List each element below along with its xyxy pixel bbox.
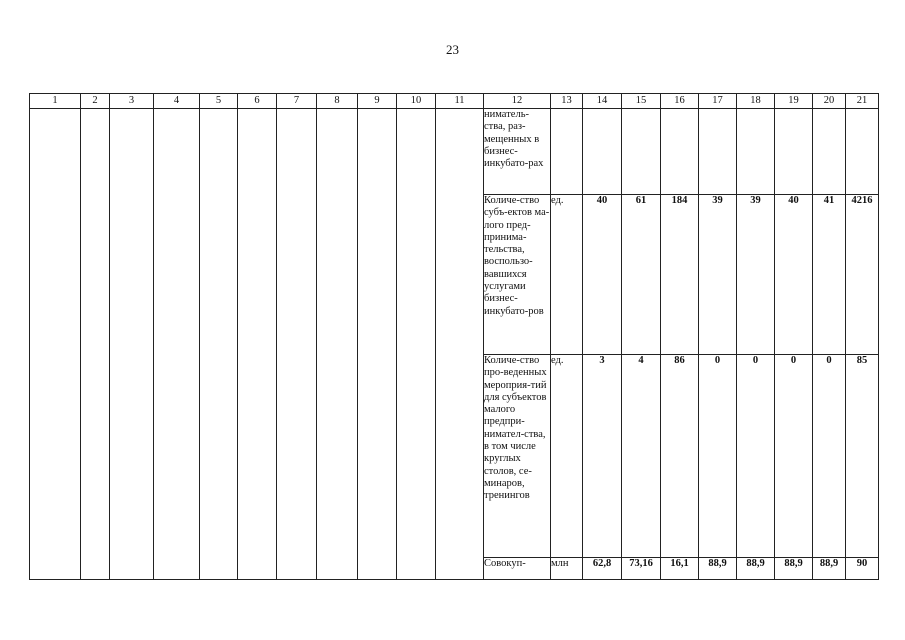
value-cell: 61 bbox=[622, 195, 661, 355]
value-cell bbox=[622, 109, 661, 195]
header-cell: 6 bbox=[238, 94, 277, 109]
indicator-cell: ниматель-ства, раз-мещенных в бизнес-инкубато-рах bbox=[484, 109, 551, 195]
value-cell: 88,9 bbox=[699, 558, 737, 580]
value-cell: 0 bbox=[737, 355, 775, 558]
header-cell: 4 bbox=[154, 94, 200, 109]
value-cell bbox=[775, 109, 813, 195]
value-cell: 0 bbox=[813, 355, 846, 558]
value-cell: 39 bbox=[737, 195, 775, 355]
value-cell: 4216 bbox=[846, 195, 879, 355]
header-cell: 17 bbox=[699, 94, 737, 109]
value-cell: 40 bbox=[775, 195, 813, 355]
blank-cell bbox=[436, 109, 484, 580]
blank-cell bbox=[238, 109, 277, 580]
header-cell: 18 bbox=[737, 94, 775, 109]
unit-cell: ед. bbox=[551, 355, 583, 558]
header-cell: 13 bbox=[551, 94, 583, 109]
header-cell: 2 bbox=[81, 94, 110, 109]
blank-cell bbox=[317, 109, 358, 580]
blank-cell bbox=[81, 109, 110, 580]
header-cell: 3 bbox=[110, 94, 154, 109]
header-cell: 14 bbox=[583, 94, 622, 109]
blank-cell bbox=[30, 109, 81, 580]
indicator-cell: Совокуп- bbox=[484, 558, 551, 580]
unit-cell bbox=[551, 109, 583, 195]
header-cell: 8 bbox=[317, 94, 358, 109]
header-cell: 12 bbox=[484, 94, 551, 109]
value-cell bbox=[737, 109, 775, 195]
value-cell bbox=[583, 109, 622, 195]
header-row bbox=[30, 94, 879, 109]
indicator-cell: Количе-ство субъ-ектов ма-лого пред-принима-тельства, воспользо-вавшихся услугами бизнес-инкубато-ров bbox=[484, 195, 551, 355]
value-cell: 0 bbox=[775, 355, 813, 558]
value-cell: 3 bbox=[583, 355, 622, 558]
header-cell: 7 bbox=[277, 94, 317, 109]
value-cell: 184 bbox=[661, 195, 699, 355]
value-cell: 90 bbox=[846, 558, 879, 580]
blank-cell bbox=[154, 109, 200, 580]
value-cell: 4 bbox=[622, 355, 661, 558]
table-row bbox=[30, 109, 879, 195]
value-cell: 0 bbox=[699, 355, 737, 558]
value-cell bbox=[699, 109, 737, 195]
value-cell: 73,16 bbox=[622, 558, 661, 580]
value-cell: 40 bbox=[583, 195, 622, 355]
blank-cell bbox=[358, 109, 397, 580]
header-cell: 16 bbox=[661, 94, 699, 109]
indicator-cell: Количе-ство про-веденных мероприя-тий для субъектов малого предпри-нимател-ства, в том числе круглых столов, се-минаров, тренингов bbox=[484, 355, 551, 558]
page-number: 23 bbox=[446, 42, 459, 57]
header-cell: 10 bbox=[397, 94, 436, 109]
value-cell: 41 bbox=[813, 195, 846, 355]
data-table bbox=[29, 93, 879, 580]
value-cell: 86 bbox=[661, 355, 699, 558]
value-cell bbox=[813, 109, 846, 195]
header-cell: 21 bbox=[846, 94, 879, 109]
blank-cell bbox=[277, 109, 317, 580]
value-cell bbox=[661, 109, 699, 195]
header-cell: 5 bbox=[200, 94, 238, 109]
blank-cell bbox=[200, 109, 238, 580]
value-cell: 39 bbox=[699, 195, 737, 355]
header-cell: 20 bbox=[813, 94, 846, 109]
header-cell: 19 bbox=[775, 94, 813, 109]
value-cell: 88,9 bbox=[775, 558, 813, 580]
value-cell: 85 bbox=[846, 355, 879, 558]
value-cell: 88,9 bbox=[813, 558, 846, 580]
value-cell: 88,9 bbox=[737, 558, 775, 580]
value-cell: 62,8 bbox=[583, 558, 622, 580]
value-cell bbox=[846, 109, 879, 195]
blank-cell bbox=[397, 109, 436, 580]
unit-cell: ед. bbox=[551, 195, 583, 355]
header-cell: 15 bbox=[622, 94, 661, 109]
header-cell: 11 bbox=[436, 94, 484, 109]
blank-cell bbox=[110, 109, 154, 580]
value-cell: 16,1 bbox=[661, 558, 699, 580]
header-cell: 1 bbox=[30, 94, 81, 109]
header-cell: 9 bbox=[358, 94, 397, 109]
unit-cell: млн bbox=[551, 558, 583, 580]
